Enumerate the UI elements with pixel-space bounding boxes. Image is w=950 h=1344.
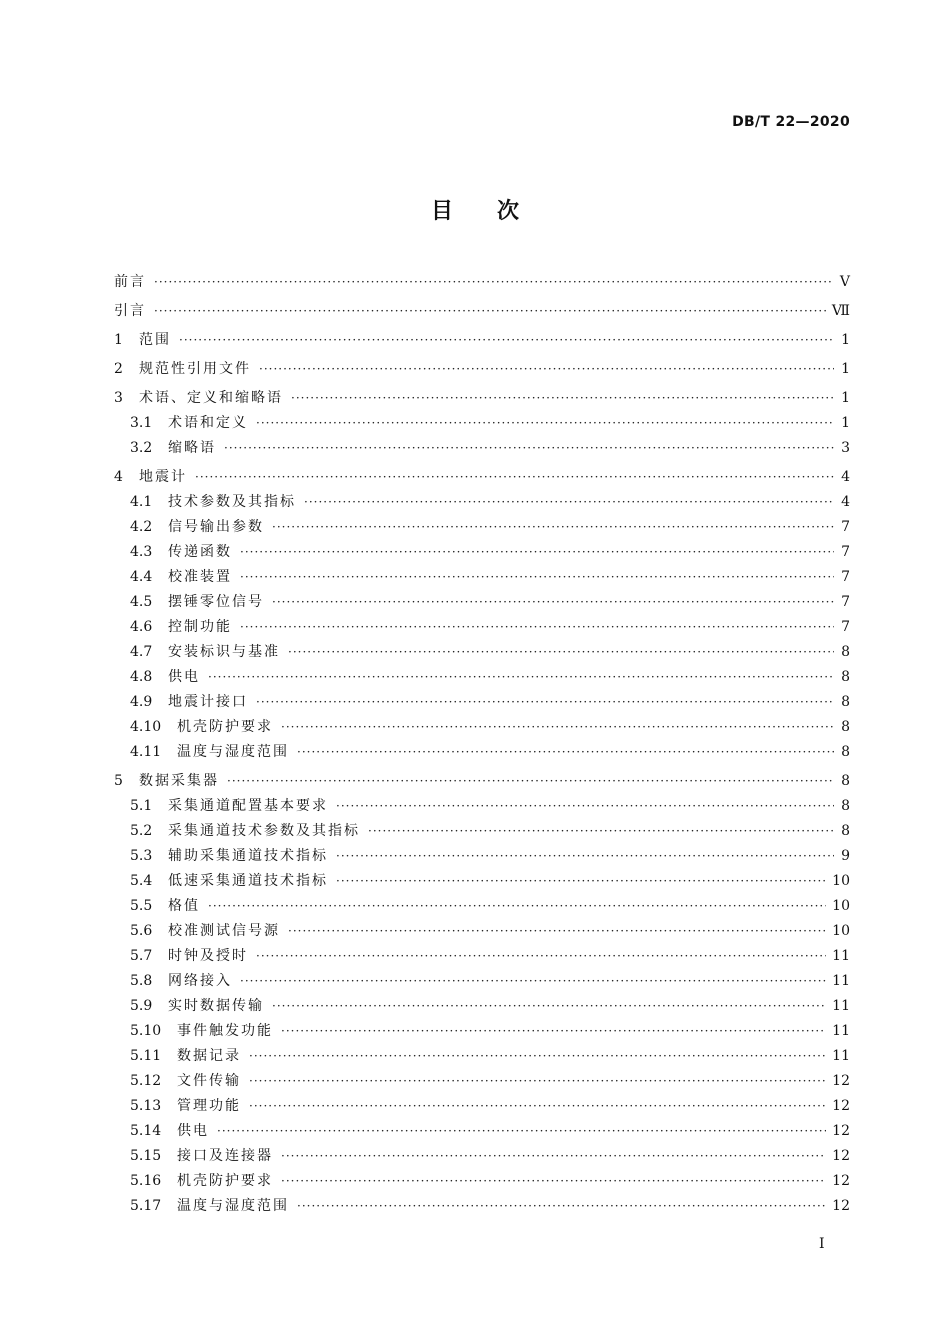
toc-entry-number: 5.6 (130, 923, 153, 939)
toc-leader-dots (272, 515, 834, 540)
toc-entry-page: 7 (841, 594, 850, 610)
toc-entry-label: 术语和定义 (168, 415, 248, 431)
toc-entry[interactable] (114, 1194, 850, 1219)
toc-entry-label: 安装标识与基准 (168, 644, 280, 660)
toc-entry-label: 采集通道配置基本要求 (168, 798, 328, 814)
toc-entry-page: 10 (832, 923, 850, 939)
toc-entry-page: 3 (841, 440, 850, 456)
toc-entry-page: 8 (841, 798, 850, 814)
toc-entry-page: 8 (841, 773, 850, 789)
toc-entry-label: 低速采集通道技术指标 (168, 873, 328, 889)
toc-entry-label: 实时数据传输 (168, 998, 264, 1014)
document-code: DB/T 22—2020 (732, 114, 850, 130)
toc-entry-number: 5.12 (130, 1073, 162, 1089)
toc-entry[interactable] (114, 411, 850, 436)
toc-entry-label: 范围 (139, 332, 171, 348)
toc-entry-number: 5.17 (130, 1198, 162, 1214)
toc-entry-page: 10 (832, 873, 850, 889)
toc-entry[interactable] (114, 794, 850, 819)
toc-entry-page: 1 (841, 390, 850, 406)
toc-entry[interactable] (114, 436, 850, 461)
toc-entry-number: 1 (114, 332, 123, 348)
toc-entry-label: 温度与湿度范围 (177, 744, 289, 760)
toc-leader-dots (281, 1019, 826, 1044)
toc-leader-dots (208, 665, 834, 690)
toc-entry-label: 时钟及授时 (168, 948, 248, 964)
toc-entry-page: 12 (832, 1073, 850, 1089)
toc-leader-dots (256, 411, 834, 436)
toc-entry[interactable] (114, 969, 850, 994)
toc-leader-dots (272, 994, 826, 1019)
toc-entry-number: 5.8 (130, 973, 153, 989)
toc-entry-page: 7 (841, 569, 850, 585)
toc-leader-dots (249, 1069, 826, 1094)
toc-entry-label: 信号输出参数 (168, 519, 264, 535)
toc-entry-label: 校准装置 (168, 569, 232, 585)
toc-leader-dots (336, 869, 826, 894)
toc-leader-dots (217, 1119, 826, 1144)
toc-leader-dots (281, 1169, 826, 1194)
toc-entry-label: 地震计 (139, 469, 187, 485)
toc-entry-number: 5.11 (130, 1048, 162, 1064)
toc-entry-number: 5.14 (130, 1123, 162, 1139)
toc-entry-page: 8 (841, 719, 850, 735)
page-title: 目次 (430, 199, 563, 224)
toc-leader-dots (281, 715, 834, 740)
toc-entry-number: 5.4 (130, 873, 153, 889)
toc-leader-dots (240, 615, 834, 640)
toc-entry-page: 11 (832, 998, 850, 1014)
toc-entry[interactable] (114, 740, 850, 765)
toc-entry-label: 校准测试信号源 (168, 923, 280, 939)
toc-leader-dots (304, 490, 834, 515)
toc-entry-page: 12 (832, 1098, 850, 1114)
toc-entry-label: 格值 (168, 898, 200, 914)
toc-entry[interactable] (114, 328, 850, 353)
toc-leader-dots (288, 919, 826, 944)
toc-leader-dots (249, 1044, 826, 1069)
toc-entry[interactable] (114, 640, 850, 665)
table-of-contents (114, 270, 850, 1219)
toc-entry-number: 5.1 (130, 798, 153, 814)
toc-entry-page: 8 (841, 694, 850, 710)
toc-entry[interactable] (114, 490, 850, 515)
toc-entry-number: 4 (114, 469, 123, 485)
toc-leader-dots (281, 1144, 826, 1169)
toc-leader-dots (336, 794, 834, 819)
toc-leader-dots (297, 740, 834, 765)
toc-entry[interactable] (114, 690, 850, 715)
toc-entry[interactable] (114, 665, 850, 690)
toc-entry-number: 4.1 (130, 494, 153, 510)
toc-leader-dots (256, 690, 834, 715)
toc-leader-dots (249, 1094, 826, 1119)
toc-leader-dots (288, 640, 834, 665)
toc-entry-label: 术语、定义和缩略语 (139, 390, 283, 406)
toc-leader-dots (179, 328, 834, 353)
toc-entry-page: Ⅶ (831, 303, 850, 319)
toc-entry-page: 8 (841, 744, 850, 760)
toc-leader-dots (240, 969, 826, 994)
toc-entry[interactable] (114, 1019, 850, 1044)
toc-entry-label: 控制功能 (168, 619, 232, 635)
toc-entry-page: 11 (832, 973, 850, 989)
toc-entry-label: 技术参数及其指标 (168, 494, 296, 510)
toc-entry[interactable] (114, 869, 850, 894)
toc-entry[interactable] (114, 1094, 850, 1119)
toc-leader-dots (240, 540, 834, 565)
toc-entry[interactable] (114, 615, 850, 640)
toc-leader-dots (368, 819, 834, 844)
toc-entry-page: 7 (841, 544, 850, 560)
toc-entry-page: 1 (841, 332, 850, 348)
toc-entry-page: 12 (832, 1173, 850, 1189)
toc-entry-label: 地震计接口 (168, 694, 248, 710)
toc-entry-page: 11 (832, 1048, 850, 1064)
toc-entry[interactable] (114, 590, 850, 615)
toc-entry-page: 10 (832, 898, 850, 914)
toc-leader-dots (259, 357, 834, 382)
toc-entry-page: 9 (841, 848, 850, 864)
toc-entry-label: 规范性引用文件 (139, 361, 251, 377)
toc-entry-number: 3 (114, 390, 123, 406)
toc-entry-number: 2 (114, 361, 123, 377)
toc-entry[interactable] (114, 357, 850, 382)
toc-entry[interactable] (114, 894, 850, 919)
toc-entry-page: 4 (841, 494, 850, 510)
toc-leader-dots (195, 465, 834, 490)
toc-entry-number: 4.6 (130, 619, 153, 635)
toc-entry-page: 12 (832, 1123, 850, 1139)
toc-entry-number: 3.1 (130, 415, 153, 431)
toc-entry-page: Ⅴ (839, 274, 850, 290)
toc-entry[interactable] (114, 715, 850, 740)
toc-entry-page: 8 (841, 823, 850, 839)
toc-entry-number: 4.2 (130, 519, 153, 535)
toc-entry-page: 8 (841, 644, 850, 660)
toc-entry-number: 4.10 (130, 719, 162, 735)
toc-entry-label: 供电 (177, 1123, 209, 1139)
page-number: Ⅰ (819, 1236, 825, 1252)
toc-entry-page: 1 (841, 361, 850, 377)
toc-entry-number: 3.2 (130, 440, 153, 456)
toc-entry-number: 4.7 (130, 644, 153, 660)
toc-entry-label: 辅助采集通道技术指标 (168, 848, 328, 864)
toc-entry-number: 5.16 (130, 1173, 162, 1189)
toc-entry-number: 4.5 (130, 594, 153, 610)
toc-entry-number: 4.3 (130, 544, 153, 560)
toc-entry-number: 5.5 (130, 898, 153, 914)
toc-entry-label: 传递函数 (168, 544, 232, 560)
toc-entry[interactable] (114, 769, 850, 794)
toc-leader-dots (336, 844, 834, 869)
toc-leader-dots (208, 894, 826, 919)
toc-entry[interactable] (114, 844, 850, 869)
toc-entry[interactable] (114, 1144, 850, 1169)
toc-entry-number: 4.4 (130, 569, 153, 585)
toc-entry[interactable] (114, 299, 850, 324)
toc-leader-dots (256, 944, 826, 969)
toc-entry-label: 接口及连接器 (177, 1148, 273, 1164)
toc-entry-label: 数据采集器 (139, 773, 219, 789)
toc-entry-number: 5 (114, 773, 123, 789)
toc-entry[interactable] (114, 919, 850, 944)
toc-entry[interactable] (114, 1119, 850, 1144)
toc-leader-dots (240, 565, 834, 590)
toc-entry[interactable] (114, 465, 850, 490)
toc-entry[interactable] (114, 944, 850, 969)
toc-entry-number: 5.9 (130, 998, 153, 1014)
toc-entry-number: 5.3 (130, 848, 153, 864)
toc-entry-number: 5.10 (130, 1023, 162, 1039)
toc-entry[interactable] (114, 1044, 850, 1069)
toc-entry-label: 机壳防护要求 (177, 719, 273, 735)
toc-entry-page: 1 (841, 415, 850, 431)
toc-leader-dots (291, 386, 834, 411)
toc-entry[interactable] (114, 1069, 850, 1094)
toc-entry-number: 4.9 (130, 694, 153, 710)
toc-entry-label: 前言 (114, 274, 146, 290)
toc-entry-page: 11 (832, 1023, 850, 1039)
toc-entry-label: 文件传输 (177, 1073, 241, 1089)
toc-leader-dots (154, 270, 834, 295)
toc-entry[interactable] (114, 270, 850, 295)
toc-entry-label: 采集通道技术参数及其指标 (168, 823, 360, 839)
toc-entry[interactable] (114, 515, 850, 540)
toc-leader-dots (272, 590, 834, 615)
toc-entry-label: 管理功能 (177, 1098, 241, 1114)
toc-entry-page: 4 (841, 469, 850, 485)
toc-leader-dots (224, 436, 834, 461)
toc-entry-page: 7 (841, 619, 850, 635)
toc-entry[interactable] (114, 1169, 850, 1194)
toc-entry-page: 12 (832, 1148, 850, 1164)
toc-entry-label: 机壳防护要求 (177, 1173, 273, 1189)
toc-leader-dots (227, 769, 834, 794)
toc-entry[interactable] (114, 994, 850, 1019)
toc-entry-number: 5.13 (130, 1098, 162, 1114)
toc-entry-page: 8 (841, 669, 850, 685)
toc-entry-number: 5.15 (130, 1148, 162, 1164)
toc-entry-number: 4.11 (130, 744, 162, 760)
toc-entry-number: 4.8 (130, 669, 153, 685)
toc-entry-page: 11 (832, 948, 850, 964)
toc-leader-dots (154, 299, 826, 324)
toc-entry-page: 7 (841, 519, 850, 535)
toc-entry-label: 引言 (114, 303, 146, 319)
toc-entry-label: 温度与湿度范围 (177, 1198, 289, 1214)
toc-leader-dots (297, 1194, 826, 1219)
toc-entry-label: 缩略语 (168, 440, 216, 456)
toc-entry-label: 网络接入 (168, 973, 232, 989)
toc-entry-number: 5.2 (130, 823, 153, 839)
toc-entry[interactable] (114, 565, 850, 590)
toc-entry-page: 12 (832, 1198, 850, 1214)
toc-entry-label: 供电 (168, 669, 200, 685)
toc-entry-label: 数据记录 (177, 1048, 241, 1064)
toc-entry-label: 摆锤零位信号 (168, 594, 264, 610)
toc-entry[interactable] (114, 540, 850, 565)
toc-entry[interactable] (114, 386, 850, 411)
toc-entry-number: 5.7 (130, 948, 153, 964)
toc-entry-label: 事件触发功能 (177, 1023, 273, 1039)
toc-entry[interactable] (114, 819, 850, 844)
